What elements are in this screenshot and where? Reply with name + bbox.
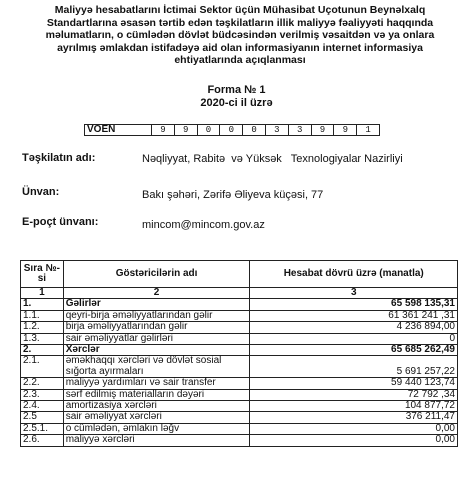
voen-digit: 9	[152, 125, 175, 135]
voen-strip	[84, 124, 380, 136]
row-indicator: sərf edilmiş materialların dəyəri	[63, 389, 250, 400]
row-value: 5 691 257,22	[250, 356, 458, 378]
row-number: 2.4.	[21, 401, 64, 412]
row-indicator: Gəlirlər	[63, 299, 250, 310]
row-number: 1.3.	[21, 333, 64, 344]
voen-digit: 3	[289, 125, 312, 135]
row-value: 4 236 894,00	[250, 322, 458, 333]
voen-digit: 0	[243, 125, 266, 135]
address-label: Ünvan:	[22, 186, 60, 198]
column-header-number: Sıra №-si	[21, 261, 64, 288]
row-value: 104 877,72	[250, 401, 458, 412]
row-indicator: amortizasiya xərcləri	[63, 401, 250, 412]
row-indicator: birja əməliyyatlarından gəlir	[63, 322, 250, 333]
row-number: 2.2.	[21, 378, 64, 389]
voen-digit: 3	[266, 125, 289, 135]
table-row	[21, 401, 458, 412]
column-header-period: Hesabat dövrü üzrə (manatla)	[250, 261, 458, 288]
row-number: 1.2.	[21, 322, 64, 333]
org-name-label: Təşkilatın adı:	[22, 152, 96, 164]
financial-table	[20, 260, 458, 447]
row-number: 1.1.	[21, 310, 64, 321]
table-header-row	[21, 261, 458, 288]
table-row	[21, 412, 458, 423]
header-line: ehtiyatlarında açıqlanması	[174, 54, 306, 67]
row-value: 65 685 262,49	[250, 345, 458, 356]
column-number: 3	[250, 288, 458, 299]
row-indicator: maliyyə yardımları və sair transfer	[63, 378, 250, 389]
voen-digit: 9	[334, 125, 357, 135]
table-row	[21, 322, 458, 333]
row-number: 2.5	[21, 412, 64, 423]
table-row	[21, 333, 458, 344]
voen-digit: 1	[365, 125, 371, 135]
header-line: ayrılmış əmlakdan istifadəyə aid olan informasiyanın internet informasiya	[57, 41, 423, 54]
row-number: 1.	[21, 299, 64, 310]
row-value: 0,00	[250, 423, 458, 434]
voen-digit: 9	[312, 125, 335, 135]
header-line: Standartlarına əsasən tərtib edən təşkilatların illik maliyyə fəaliyyəti haqqında	[46, 16, 434, 29]
email-label: E-poçt ünvanı:	[22, 216, 99, 228]
row-indicator: qeyri-birja əməliyyatlarından gəlir	[63, 310, 250, 321]
table-row	[21, 378, 458, 389]
row-indicator: Xərclər	[63, 345, 250, 356]
table-row	[21, 435, 458, 446]
document-header	[20, 4, 460, 67]
table-row	[21, 345, 458, 356]
row-value: 59 440 123,74	[250, 378, 458, 389]
row-indicator: sair əməliyyatlar gəlirləri	[63, 333, 250, 344]
row-value: 0	[250, 333, 458, 344]
form-year: 2020-ci il üzrə	[200, 97, 273, 109]
table-row	[21, 356, 458, 378]
row-value: 0,00	[250, 435, 458, 446]
row-value: 376 211,47	[250, 412, 458, 423]
row-indicator: sair əməliyyat xərcləri	[63, 412, 250, 423]
row-value: 65 598 135,31	[250, 299, 458, 310]
row-indicator: o cümlədən, əmlakın ləğv	[63, 423, 250, 434]
row-indicator: əməkhaqqı xərcləri və dövlət sosial sığorta ayırmaları	[63, 356, 250, 378]
row-number: 2.3.	[21, 389, 64, 400]
table-row	[21, 299, 458, 310]
org-name-value: Nəqliyyat, Rabitə və Yüksək Texnologiyalar Nazirliyi	[142, 153, 403, 165]
voen-digit: 9	[175, 125, 198, 135]
email-value: mincom@mincom.gov.az	[142, 219, 265, 231]
table-row	[21, 389, 458, 400]
row-indicator: maliyyə xərcləri	[63, 435, 250, 446]
table-row	[21, 423, 458, 434]
row-number: 2.	[21, 345, 64, 356]
address-value: Bakı şəhəri, Zərifə Əliyeva küçəsi, 77	[142, 189, 324, 201]
voen-label: VOEN	[85, 125, 152, 135]
row-value: 61 361 241 ,31	[250, 310, 458, 321]
row-number: 2.1.	[21, 356, 64, 378]
header-line: məlumatların, o cümlədən dövlət büdcəsindən verilmiş vəsaitdən və ya onlara	[45, 29, 435, 42]
voen-digit: 0	[220, 125, 243, 135]
column-number-row	[21, 288, 458, 299]
form-title: Forma № 1	[207, 84, 266, 96]
row-number: 2.6.	[21, 435, 64, 446]
column-number: 1	[21, 288, 64, 299]
table-row	[21, 310, 458, 321]
column-number: 2	[63, 288, 250, 299]
header-line: Maliyyə hesabatlarını İctimai Sektor üçün Mühasibat Uçotunun Beynəlxalq	[54, 4, 426, 16]
column-header-indicator: Göstəricilərin adı	[63, 261, 250, 288]
voen-digit: 0	[198, 125, 221, 135]
row-number: 2.5.1.	[21, 423, 64, 434]
row-value: 72 792 ,34	[250, 389, 458, 400]
